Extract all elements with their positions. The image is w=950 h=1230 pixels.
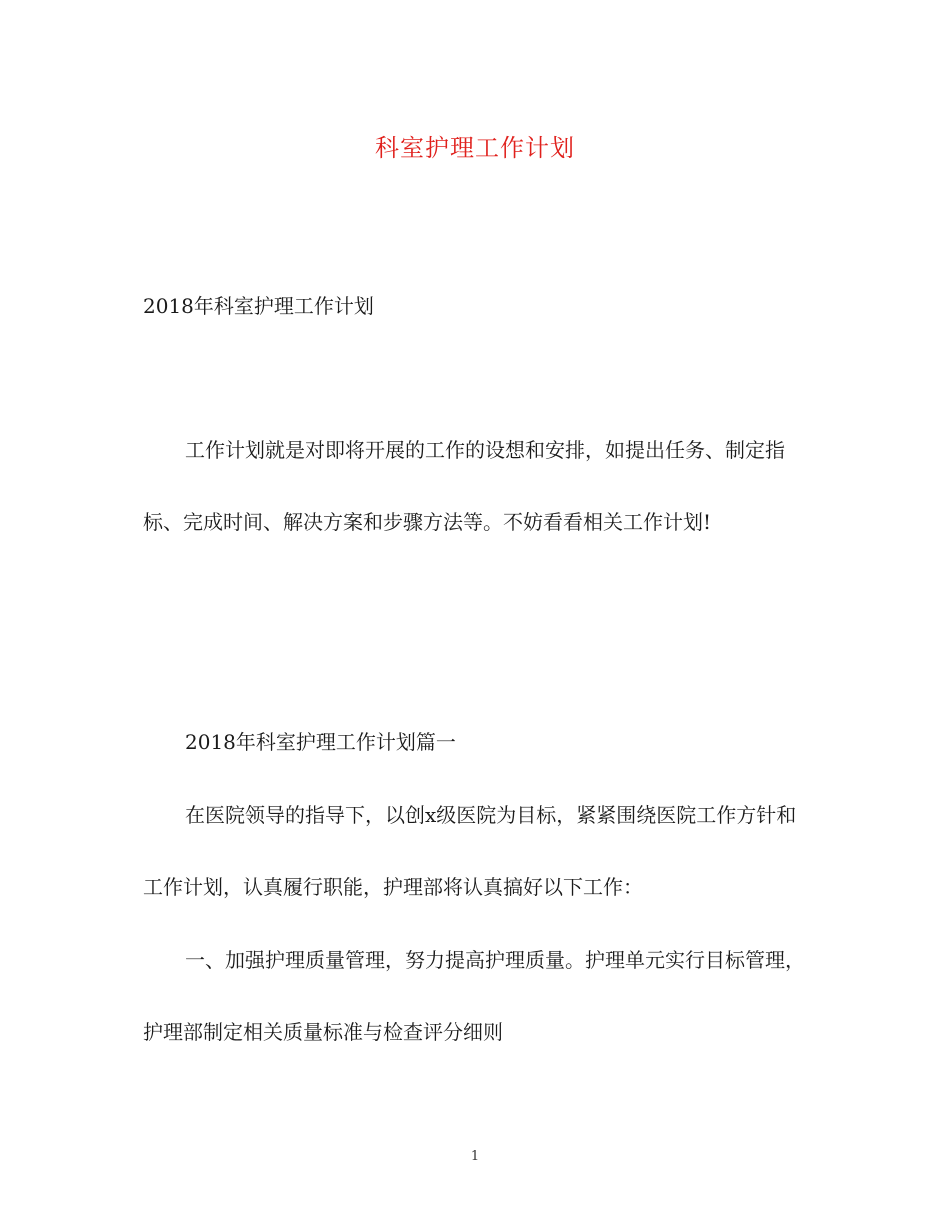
body-paragraph: 在医院领导的指导下，以创x级医院为目标，紧紧围绕医院工作方针和工作计划，认真履行职能，护理部将认真搞好以下工作：	[143, 803, 797, 899]
section-heading: 2018年科室护理工作计划篇一	[185, 730, 456, 754]
document-subtitle: 2018年科室护理工作计划	[143, 294, 374, 318]
document-title: 科室护理工作计划	[375, 134, 575, 162]
page-number: 1	[470, 1149, 480, 1164]
intro-paragraph: 工作计划就是对即将开展的工作的设想和安排，如提出任务、制定指标、完成时间、解决方案和步骤方法等。不妨看看相关工作计划!	[143, 438, 785, 534]
body-paragraph: 一、加强护理质量管理，努力提高护理质量。护理单元实行目标管理，护理部制定相关质量标准与检查评分细则	[143, 948, 805, 1044]
